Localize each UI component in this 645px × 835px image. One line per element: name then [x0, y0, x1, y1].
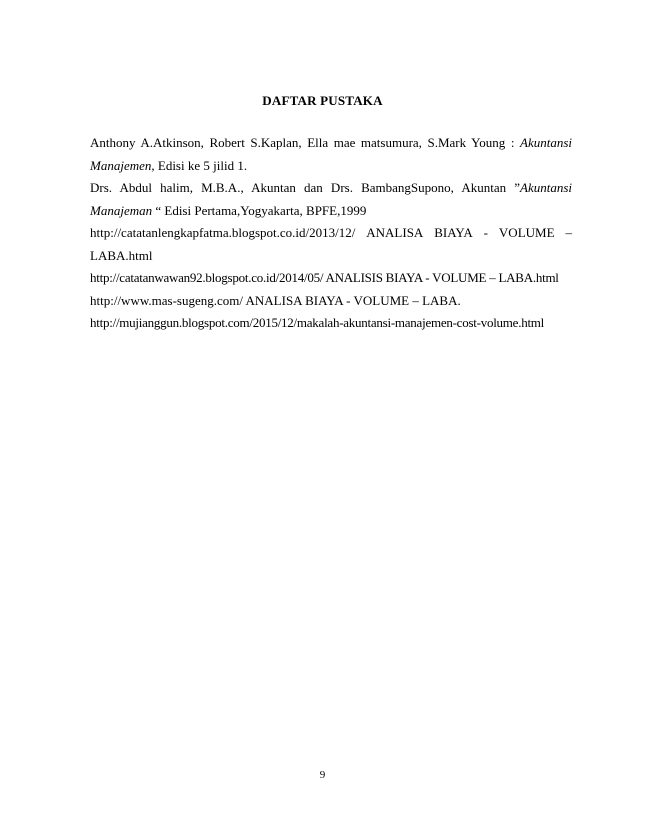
reference-book-title: Akuntansi Manajemen: [90, 135, 572, 173]
reference-url-token: http://catatanlengkapfatma.blogspot.co.id/2013/12/: [90, 225, 356, 240]
reference-book-title: Akuntansi Manajeman: [90, 180, 572, 218]
reference-url-line: [90, 222, 572, 245]
reference-item-5: http://www.mas-sugeng.com/ ANALISA BIAYA - VOLUME – LABA.: [90, 292, 461, 308]
reference-authors: Anthony A.Atkinson, Robert S.Kaplan, Ella mae matsumura, S.Mark Young :: [90, 135, 520, 150]
reference-authors: Drs. Abdul halim, M.B.A., Akuntan dan Drs. BambangSupono, Akuntan ”: [90, 180, 520, 195]
reference-edition: “ Edisi Pertama,Yogyakarta, BPFE,1999: [152, 202, 367, 218]
reference-item-6: http://mujianggun.blogspot.com/2015/12/makalah-akuntansi-manajemen-cost-volume.html: [90, 315, 545, 330]
page-number: 9: [319, 769, 326, 781]
reference-url-token: -: [483, 225, 489, 240]
reference-item-4: http://catatanwawan92.blogspot.co.id/2014/05/ ANALISIS BIAYA - VOLUME – LABA.html: [90, 270, 559, 285]
page-title: DAFTAR PUSTAKA: [262, 93, 383, 108]
reference-url-token: BIAYA: [434, 225, 473, 240]
reference-url-continuation: LABA.html: [90, 247, 153, 263]
reference-url-token: ANALISA: [366, 225, 424, 240]
reference-list: [90, 132, 572, 335]
reference-edition: , Edisi ke 5 jilid 1.: [151, 157, 248, 173]
reference-url-token: VOLUME: [498, 225, 555, 240]
reference-item-2: [90, 177, 572, 222]
reference-item-1: [90, 132, 572, 177]
reference-item-3: [90, 222, 572, 267]
reference-url-token: –: [565, 225, 572, 240]
